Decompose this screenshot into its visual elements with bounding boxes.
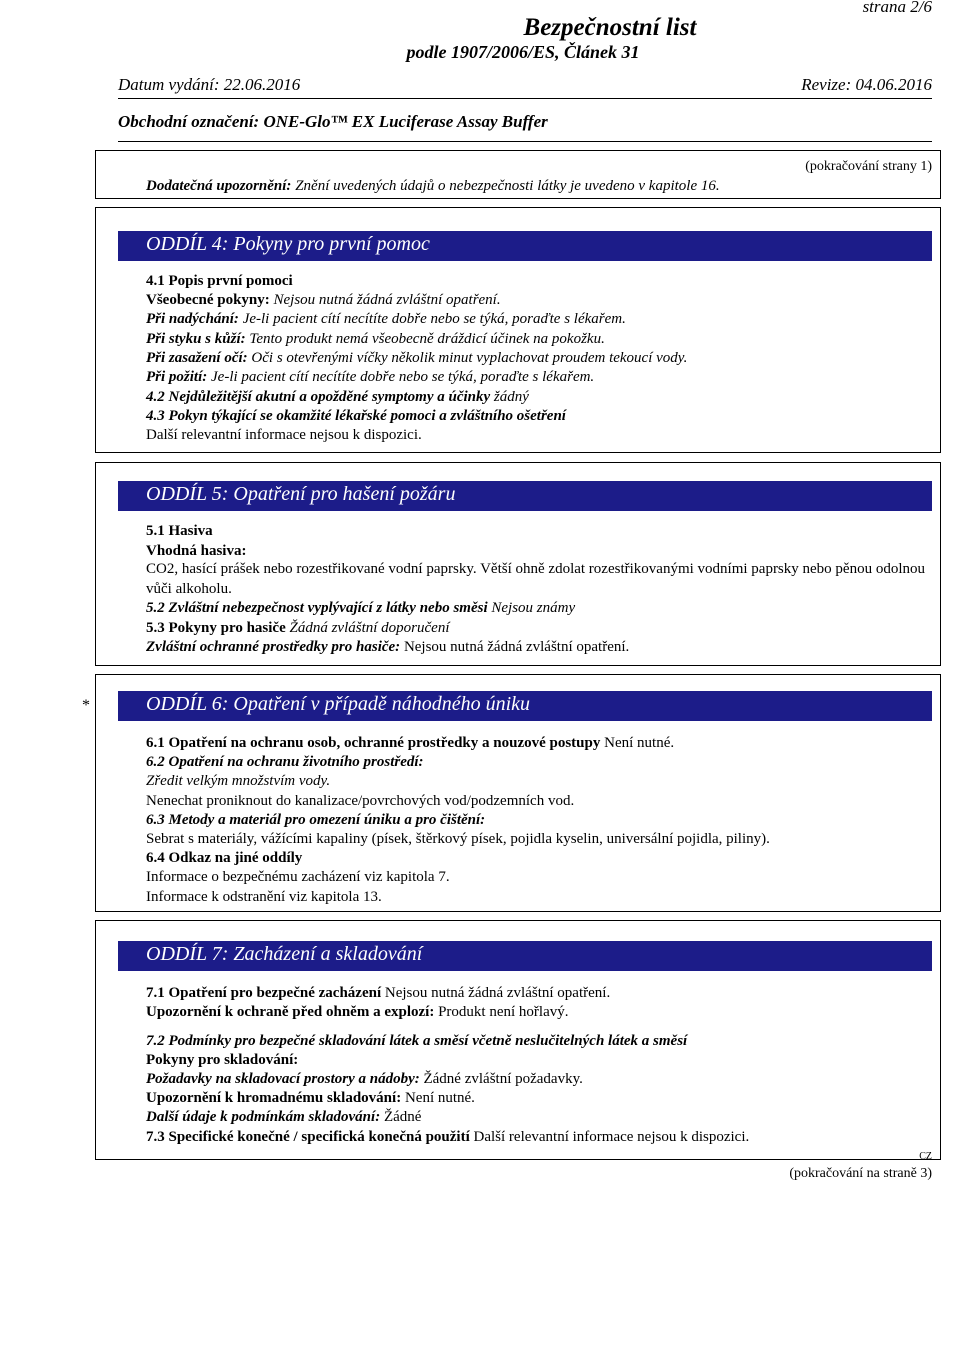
s7-3-end-use: 7.3 Specifické konečné / specifická konečná použití Další relevantní informace nejsou k dispozici. — [146, 1129, 750, 1145]
section-6-heading: ODDÍL 6: Opatření v případě náhodného úniku — [118, 691, 932, 721]
s7-joint-storage: Upozornění k hromadnému skladování: Není nutné. — [146, 1090, 475, 1106]
s6-3-text: Sebrat s materiály, vážícími kapaliny (písek, štěrkový písek, pojidla kyselin, universální pojidla, piliny). — [146, 831, 770, 847]
language-code: CZ — [919, 1151, 932, 1162]
s5-suitable-text: CO2, hasící prášek nebo rozestřikované vodní paprsky. Větší ohně zdolat rozestřikovanými vodními paprsky nebo pěnou odolnou vůči alkoholu. — [146, 561, 926, 597]
s5-3-firefighters: 5.3 Pokyny pro hasiče Žádná zvláštní doporučení — [146, 620, 450, 636]
additional-notes: Dodatečná upozornění: Znění uvedených údajů o nebezpečnosti látky je uvedeno v kapitole 16. — [146, 178, 720, 194]
s4-eyes: Při zasažení očí: Oči s otevřenými víčky několik minut vyplachovat proudem tekoucí vody. — [146, 350, 688, 366]
page-number: strana 2/6 — [862, 0, 932, 16]
revision-date: Revize: 04.06.2016 — [801, 75, 932, 94]
s7-further-info: Další údaje k podmínkám skladování: Žádné — [146, 1109, 422, 1125]
product-rule — [118, 141, 932, 142]
s4-general: Všeobecné pokyny: Nejsou nutná žádná zvláštní opatření. — [146, 292, 501, 308]
document-subtitle: podle 1907/2006/ES, Článek 31 — [406, 42, 640, 62]
document-title: Bezpečnostní list — [523, 14, 697, 41]
s5-1-heading: 5.1 Hasiva — [146, 523, 213, 539]
s6-2-text-1: Zředit velkým množstvím vody. — [146, 773, 331, 789]
s7-storage-requirements: Požadavky na skladovací prostory a nádoby: Žádné zvláštní požadavky. — [146, 1071, 583, 1087]
product-line: Obchodní označení: ONE-Glo™ EX Luciferase Assay Buffer — [118, 112, 548, 131]
s6-2-text-2: Nenechat proniknout do kanalizace/povrchových vod/podzemních vod. — [146, 793, 575, 809]
header-rule — [118, 98, 932, 99]
s4-ingestion: Při požití: Je-li pacient cítí necítíte dobře nebo se týká, poraďte s lékařem. — [146, 369, 595, 385]
s7-storage: Pokyny pro skladování: — [146, 1052, 299, 1068]
s5-2-hazard: 5.2 Zvláštní nebezpečnost vyplývající z látky nebo směsi Nejsou známy — [146, 600, 576, 616]
s4-skin: Při styku s kůží: Tento produkt nemá všeobecně dráždicí účinek na pokožku. — [146, 331, 605, 347]
continued-on: (pokračování na straně 3) — [789, 1166, 932, 1181]
s4-1-heading: 4.1 Popis první pomoci — [146, 273, 293, 289]
s4-inhalation: Při nadýchání: Je-li pacient cítí necítíte dobře nebo se týká, poraďte s lékařem. — [146, 311, 626, 327]
s5-suitable-label: Vhodná hasiva: — [146, 543, 247, 559]
s6-4-heading: 6.4 Odkaz na jiné oddíly — [146, 850, 303, 866]
s4-3-text: Další relevantní informace nejsou k dispozici. — [146, 427, 422, 443]
s5-protective-equipment: Zvláštní ochranné prostředky pro hasiče: Nejsou nutná žádná zvláštní opatření. — [146, 639, 630, 655]
s7-1-handling: 7.1 Opatření pro bezpečné zacházení Nejsou nutná žádná zvláštní opatření. — [146, 985, 611, 1001]
s7-2-heading: 7.2 Podmínky pro bezpečné skladování látek a směsí včetně neslučitelných látek a směsí — [146, 1033, 688, 1049]
continued-from: (pokračování strany 1) — [805, 159, 932, 174]
s6-1-precautions: 6.1 Opatření na ochranu osob, ochranné prostředky a nouzové postupy Není nutné. — [146, 735, 675, 751]
s4-2-symptoms: 4.2 Nejdůležitější akutní a opožděné symptomy a účinky žádný — [146, 389, 529, 405]
s6-2-heading: 6.2 Opatření na ochranu životního prostředí: — [146, 754, 424, 770]
s4-3-heading: 4.3 Pokyn týkající se okamžité lékařské pomoci a zvláštního ošetření — [146, 408, 566, 424]
s6-4-text-2: Informace k odstranění viz kapitola 13. — [146, 889, 382, 905]
issue-date: Datum vydání: 22.06.2016 — [118, 75, 301, 94]
section-5-heading: ODDÍL 5: Opatření pro hašení požáru — [118, 481, 932, 511]
section-7-heading: ODDÍL 7: Zacházení a skladování — [118, 941, 932, 971]
s6-3-heading: 6.3 Metody a materiál pro omezení úniku a pro čištění: — [146, 812, 486, 828]
s7-fire-protection: Upozornění k ochraně před ohněm a explozí: Produkt není hořlavý. — [146, 1004, 569, 1020]
revision-marker: * — [82, 697, 90, 714]
section-4-heading: ODDÍL 4: Pokyny pro první pomoc — [118, 231, 932, 261]
s6-4-text-1: Informace o bezpečnému zacházení viz kapitola 7. — [146, 869, 450, 885]
